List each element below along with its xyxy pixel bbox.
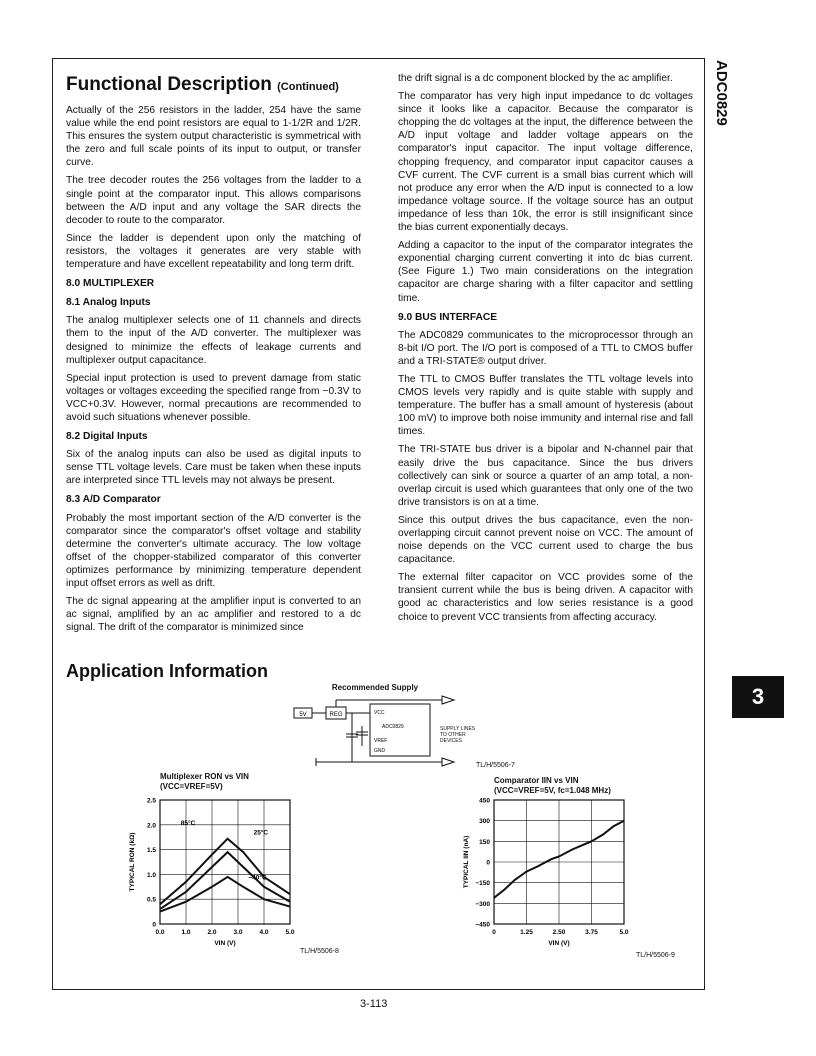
y-tick-label: 0.5 xyxy=(146,896,156,904)
x-tick-label: 5.0 xyxy=(285,929,295,936)
right-column xyxy=(398,72,693,629)
x-tick-label: 3.75 xyxy=(585,929,598,936)
paragraph: The TRI-STATE bus driver is a bipolar and N-channel pair that easily drive the bus capacitance. Since the bus drivers collectively can sink or source a quarter of an amp total, a non-overlap circuit is used which guarantees that only one of the two drive transistors is on at a time. xyxy=(398,444,693,508)
x-tick-label: 2.50 xyxy=(552,929,566,936)
y-tick-label: 0 xyxy=(152,921,156,929)
heading-bus-interface: 9.0 BUS INTERFACE xyxy=(398,311,498,323)
paragraph: Six of the analog inputs can also be used as digital inputs to sense TTL voltage levels. Care must be taken when these inputs are interpreted since TTL levels may not always be present. xyxy=(66,449,361,487)
y-tick-label: −450 xyxy=(475,921,490,929)
chart1-ron-vs-vin xyxy=(100,792,300,952)
paragraph: Since this output drives the bus capacitance, even the non-overlapping circuit cannot prevent noise on VCC. The amount of noise depends on the VCC current used to charge the bus capacitance. xyxy=(398,514,693,566)
chart2-subtitle: (VCC=VREF=5V, fc=1.048 MHz) xyxy=(494,786,611,795)
heading-multiplexer: 8.0 MULTIPLEXER xyxy=(66,278,155,290)
paragraph: The tree decoder routes the 256 voltages from the ladder to a single point at the comparator input. This allows comparisons between the A/D input and any voltage the SAR directs the decoder to route to the comparator. xyxy=(66,175,361,226)
section-title-text: Functional Description xyxy=(66,74,272,95)
application-title: Application Information xyxy=(66,661,268,681)
paragraph: The analog multiplexer selects one of 11 channels and directs them to the input of the A/D converter. The multiplexer was designed to minimize the effects of leakage currents and multiplexer output capacitance. xyxy=(66,315,361,366)
x-tick-label: 2.0 xyxy=(207,929,217,936)
x-axis-label: VIN (V) xyxy=(214,940,236,947)
chart1-ref: TL/H/5506-8 xyxy=(300,948,339,955)
series-line xyxy=(160,839,290,905)
y-tick-label: 450 xyxy=(479,797,490,805)
y-tick-label: 2.0 xyxy=(146,822,156,830)
paragraph: Since the ladder is dependent upon only the matching of resistors, the voltages it generates are very stable with temperature and have excellent repeatability and long term drift. xyxy=(66,232,361,271)
chart1-title: Multiplexer RON vs VIN xyxy=(160,772,249,781)
section-title-suffix: (Continued) xyxy=(277,81,339,93)
section-title xyxy=(66,74,361,98)
series-label: −40°C xyxy=(248,874,267,882)
schematic-label-vref: VREF xyxy=(374,738,388,744)
heading-comparator: 8.3 A/D Comparator xyxy=(66,494,161,506)
y-axis-label: TYPICAL RON (kΩ) xyxy=(129,832,136,892)
paragraph: The comparator has very high input impedance to dc voltages since it looks like a capacitor. Because the comparator is chopping the dc voltages at the input, the difference between the A/D input voltage and ladder voltage appears on the comparator's input capacitor. The input voltage difference, chopping frequency, and comparator input capacitor causes a CVF current. The CVF current is a small bias current which will not produce any error when the A/D input is connected to a low impedance voltage source. If the voltage source has an output impedance of less than 10k, the error is still insignificant since the bias current exponentially decays. xyxy=(398,91,693,234)
paragraph: Adding a capacitor to the input of the comparator integrates the exponential charging current converting it into dc bias current. (See Figure 1.) Two main considerations on the integration capacitor are charge sharing with a filter capacitor and settling time. xyxy=(398,240,693,304)
paragraph: The ADC0829 communicates to the microprocessor through an 8-bit I/O port. The I/O port is composed of a TTL to CMOS buffer and a TRI-STATE® output driver. xyxy=(398,329,693,367)
schematic-label-reg: REG xyxy=(329,712,343,718)
x-tick-label: 3.0 xyxy=(233,929,243,936)
series-label: 25°C xyxy=(253,829,269,837)
y-axis-label: TYPICAL IIN (nA) xyxy=(463,835,470,889)
chart2-iin-vs-vin xyxy=(436,796,646,956)
chart2-title: Comparator IIN vs VIN xyxy=(494,776,579,785)
y-tick-label: −150 xyxy=(475,880,490,888)
x-tick-label: 0 xyxy=(492,929,496,936)
supply-figure-ref: TL/H/5506-7 xyxy=(476,762,515,769)
y-tick-label: −300 xyxy=(475,900,490,908)
plot-frame xyxy=(160,800,290,924)
heading-digital-inputs: 8.2 Digital Inputs xyxy=(66,431,148,443)
paragraph: Probably the most important section of the A/D converter is the comparator since the comparator's offset voltage and stability determine the converter's ultimate accuracy. The low voltage offset of the chopper-stabilized comparator of this converter optimizes performance by minimizing temperature dependent input offset errors as well as drift. xyxy=(66,512,361,589)
y-tick-label: 0 xyxy=(486,859,490,867)
y-tick-label: 300 xyxy=(479,818,490,826)
paragraph: the drift signal is a dc component blocked by the ac amplifier. xyxy=(398,73,673,84)
y-tick-label: 1.0 xyxy=(146,871,156,879)
heading-analog-inputs: 8.1 Analog Inputs xyxy=(66,297,151,309)
supply-figure-title: Recommended Supply xyxy=(331,683,419,692)
left-column xyxy=(66,72,361,639)
x-tick-label: 5.0 xyxy=(619,929,629,936)
section-tab: 3 xyxy=(732,676,784,718)
supply-schematic xyxy=(292,694,462,768)
page-number: 3-113 xyxy=(360,998,388,1010)
paragraph: The TTL to CMOS Buffer translates the TTL voltage levels into CMOS levels very rapidly and is quite stable with supply and temperature. The buffer has a small amount of hysteresis (about 100 mV) to improve both noise immunity and internal rise and fall times. xyxy=(398,373,693,438)
schematic-label-vcc: VCC xyxy=(374,710,385,716)
part-number-side-title: ADC0829 xyxy=(713,60,730,126)
y-tick-label: 150 xyxy=(479,838,490,846)
x-tick-label: 1.25 xyxy=(520,929,533,936)
x-axis-label: VIN (V) xyxy=(548,940,570,947)
paragraph: The dc signal appearing at the amplifier input is converted to an ac signal, amplified by an ac amplifier and restored to a dc signal. The drift of the comparator is minimized since xyxy=(66,596,361,634)
y-tick-label: 2.5 xyxy=(146,797,156,805)
x-tick-label: 1.0 xyxy=(181,929,191,936)
schematic-label-adc: ADC0829 xyxy=(382,724,404,730)
chart1-subtitle: (VCC=VREF=5V) xyxy=(160,782,223,791)
x-tick-label: 4.0 xyxy=(259,929,269,936)
series-label: 85°C xyxy=(180,819,196,827)
paragraph: The external filter capacitor on VCC provides some of the transient current while the bus is being driven. A capacitor with good ac characteristics and low series resistance is a good choice to prevent VCC transients from affecting accuracy. xyxy=(398,572,693,623)
schematic-label-5v: 5V xyxy=(299,712,307,718)
supply-lines-note: SUPPLY LINES TO OTHER DEVICES xyxy=(440,726,476,744)
paragraph: Special input protection is used to prevent damage from static voltages or voltages exceeding the specified range from −0.3V to VCC+0.3V. However, normal precautions are recommended to avoid such situations whenever possible. xyxy=(66,372,361,423)
schematic-label-gnd: GND xyxy=(374,748,386,754)
x-tick-label: 0.0 xyxy=(155,929,165,936)
paragraph: Actually of the 256 resistors in the ladder, 254 have the same value while the end point resistors are equal to 1-1/2R and 1/2R. This ensures the system output characteristic is symmetrical with the zero and full scale points of its input to output, or transfer curve. xyxy=(66,105,361,169)
y-tick-label: 1.5 xyxy=(146,847,156,855)
chart2-ref: TL/H/5506-9 xyxy=(636,952,675,959)
